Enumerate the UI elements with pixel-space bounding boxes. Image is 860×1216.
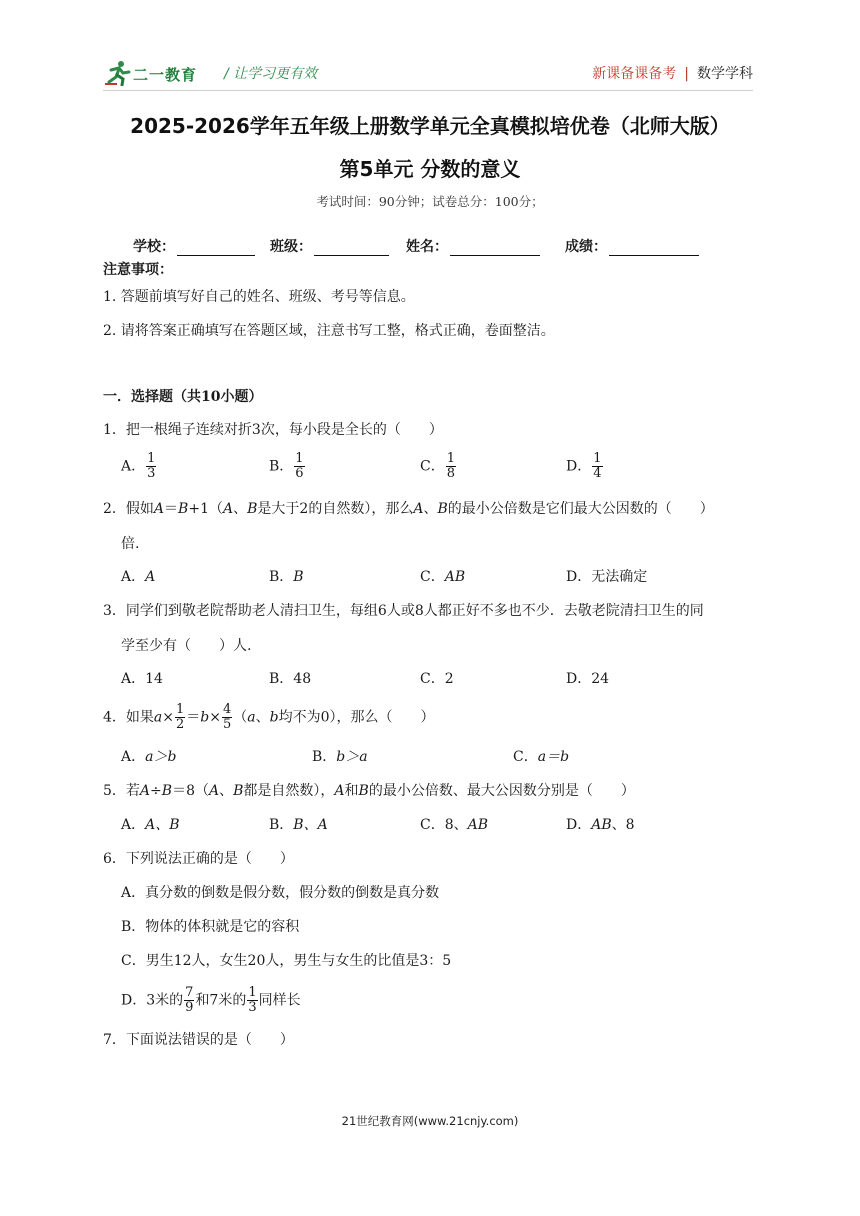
- option-text: 无法确定: [591, 569, 648, 585]
- question-2-stem: [103, 499, 714, 519]
- q2-option-c[interactable]: [420, 567, 465, 587]
- text-fragment: B: [247, 501, 258, 517]
- text-fragment: C．: [121, 953, 146, 969]
- brand-separator: |: [684, 66, 689, 82]
- page-footer: 21世纪教育网(www.21cnjy.com): [341, 1114, 519, 1128]
- text-fragment: 2: [176, 717, 185, 732]
- class-blank[interactable]: [314, 240, 389, 256]
- brand-left: 新课备课备考: [592, 66, 677, 82]
- text-fragment: +1（: [188, 501, 223, 517]
- text-fragment: 14: [145, 671, 163, 687]
- text-fragment: B、A: [293, 817, 328, 833]
- text-fragment: ＝: [186, 709, 201, 726]
- text-fragment: A: [222, 501, 234, 517]
- notice-item: 1. 答题前填写好自己的姓名、班级、考号等信息。: [103, 289, 415, 305]
- text-fragment: A．: [121, 817, 146, 833]
- text-fragment: 3米的: [146, 992, 184, 1009]
- text-fragment: 、: [219, 783, 234, 799]
- question-5-stem: [103, 781, 635, 801]
- question-3-stem-cont: 学至少有（ ）人.: [121, 638, 252, 654]
- text-fragment: 和7米的: [195, 992, 247, 1009]
- text-fragment: 8、: [444, 817, 468, 833]
- q5-option-b[interactable]: [269, 815, 328, 835]
- q1-option-c[interactable]: [420, 452, 457, 481]
- unit-title: 第5单元 分数的意义: [339, 157, 521, 181]
- page-header: [103, 58, 753, 88]
- text-fragment: ÷: [150, 783, 162, 799]
- text-fragment: 48: [293, 671, 312, 687]
- q3-option-d[interactable]: [566, 669, 609, 689]
- school-label: 学校：: [133, 239, 175, 255]
- runner-logo-icon: [103, 60, 133, 86]
- denominator: 3: [147, 466, 156, 481]
- text-fragment: 、: [255, 709, 270, 726]
- name-field[interactable]: [406, 236, 540, 256]
- text-fragment: a: [247, 709, 256, 726]
- fraction: [294, 452, 304, 481]
- text-fragment: 的最小公倍数是它们最大公因数的（ ）: [447, 501, 714, 517]
- text-fragment: 、: [423, 501, 438, 517]
- q4-option-b[interactable]: [312, 747, 368, 767]
- text-fragment: 2: [444, 671, 454, 687]
- text-fragment: D．: [121, 992, 147, 1009]
- text-fragment: D．: [566, 671, 592, 687]
- text-fragment: A: [139, 783, 151, 799]
- question-4-stem: [103, 703, 435, 732]
- text-fragment: A: [153, 501, 165, 517]
- text-fragment: 5．若: [103, 783, 140, 799]
- question-3-stem: 3．同学们到敬老院帮助老人清扫卫生，每组6人或8人都正好不多也不少．去敬老院清扫卫生的同: [103, 603, 704, 619]
- text-fragment: C．: [420, 817, 445, 833]
- text-fragment: 1: [176, 702, 185, 717]
- score-blank[interactable]: [609, 240, 699, 256]
- text-fragment: A: [209, 783, 220, 799]
- q3-option-a[interactable]: [121, 669, 163, 689]
- header-divider: [103, 90, 753, 91]
- fraction: [175, 703, 185, 732]
- denominator: 8: [446, 466, 455, 481]
- text-fragment: A: [334, 783, 345, 799]
- q6-option-b[interactable]: [121, 917, 299, 937]
- text-fragment: 7: [185, 985, 194, 1000]
- text-fragment: ×: [162, 709, 175, 726]
- option-label: A．: [121, 458, 146, 475]
- text-fragment: C．: [513, 749, 538, 765]
- text-fragment: B．: [121, 919, 146, 935]
- text-fragment: B．: [269, 817, 294, 833]
- option-text: A: [145, 569, 156, 585]
- name-blank[interactable]: [450, 240, 540, 256]
- option-text: B: [293, 569, 304, 585]
- option-label: D．: [566, 458, 592, 475]
- numerator: 1: [295, 451, 304, 466]
- text-fragment: b＞a: [336, 749, 368, 765]
- option-label: B．: [269, 458, 294, 475]
- option-label: C．: [420, 569, 445, 585]
- q5-option-a[interactable]: [121, 815, 180, 835]
- fraction: [446, 452, 456, 481]
- section-title: 一．选择题（共10小题）: [103, 389, 263, 405]
- fraction: [592, 452, 602, 481]
- text-fragment: A: [413, 501, 424, 517]
- text-fragment: 、8: [611, 817, 635, 833]
- text-fragment: 男生12人，女生20人，男生与女生的比值是3：5: [145, 953, 452, 969]
- text-fragment: AB: [467, 817, 489, 833]
- text-fragment: 物体的体积就是它的容积: [145, 919, 300, 935]
- question-7-stem: 7．下面说法错误的是（ ）: [103, 1032, 294, 1048]
- question-6-stem: 6．下列说法正确的是（ ）: [103, 851, 294, 867]
- q1-option-b[interactable]: [269, 452, 306, 481]
- q6-option-c[interactable]: [121, 951, 451, 971]
- text-fragment: B: [233, 783, 244, 799]
- text-fragment: a＞b: [145, 749, 177, 765]
- numerator: 1: [147, 451, 156, 466]
- q2-option-b[interactable]: [269, 567, 304, 587]
- text-fragment: AB: [591, 817, 612, 833]
- text-fragment: 和: [344, 783, 359, 799]
- text-fragment: 同样长: [258, 992, 301, 1009]
- text-fragment: B: [437, 501, 448, 517]
- text-fragment: A．: [121, 749, 146, 765]
- school-blank[interactable]: [177, 240, 255, 256]
- text-fragment: 9: [185, 1000, 194, 1015]
- text-fragment: 5: [223, 717, 232, 732]
- student-info-row: [133, 236, 733, 258]
- text-fragment: 的最小公倍数、最大公因数分别是（ ）: [368, 783, 635, 799]
- text-fragment: a: [153, 709, 163, 726]
- slogan: / 让学习更有效: [224, 66, 318, 82]
- class-label: 班级：: [270, 239, 312, 255]
- q1-option-a[interactable]: [121, 452, 157, 481]
- q4-option-a[interactable]: [121, 747, 176, 767]
- q2-option-a[interactable]: [121, 567, 155, 587]
- question-1-stem: 1．把一根绳子连续对折3次，每小段是全长的（ ）: [103, 422, 443, 438]
- option-text: AB: [444, 569, 466, 585]
- notice-item: 2. 请将答案正确填写在答题区域，注意书写工整，格式正确，卷面整洁。: [103, 323, 555, 339]
- text-fragment: 1: [248, 985, 257, 1000]
- exam-title: 2025-2026学年五年级上册数学单元全真模拟培优卷（北师大版）: [130, 114, 730, 138]
- q3-option-b[interactable]: [269, 669, 311, 689]
- text-fragment: 24: [591, 671, 610, 687]
- text-fragment: b: [269, 709, 279, 726]
- numerator: 1: [446, 451, 455, 466]
- logo: [103, 58, 211, 88]
- text-fragment: 4: [223, 702, 232, 717]
- text-fragment: ＝8（: [172, 783, 209, 799]
- notice-title: 注意事项：: [103, 262, 173, 278]
- text-fragment: b: [200, 709, 210, 726]
- text-fragment: 均不为0），那么（ ）: [278, 709, 435, 726]
- logo-text: 二一教育: [133, 66, 198, 84]
- text-fragment: B．: [312, 749, 337, 765]
- school-field[interactable]: [133, 236, 255, 256]
- q6-option-a[interactable]: [121, 883, 439, 903]
- text-fragment: C．: [420, 671, 445, 687]
- score-label: 成绩：: [565, 239, 607, 255]
- q6-option-d[interactable]: [121, 986, 301, 1015]
- text-fragment: B．: [269, 671, 294, 687]
- question-2-stem-cont: 倍.: [121, 536, 140, 552]
- text-fragment: ×: [209, 709, 221, 726]
- fraction: [184, 986, 194, 1015]
- q4-option-c[interactable]: [513, 747, 569, 767]
- fraction: [222, 703, 232, 732]
- fraction: [146, 452, 156, 481]
- q2-option-d[interactable]: [566, 567, 647, 587]
- q3-option-c[interactable]: [420, 669, 454, 689]
- text-fragment: B: [161, 783, 173, 799]
- text-fragment: a＝b: [537, 749, 570, 765]
- text-fragment: B: [358, 783, 369, 799]
- text-fragment: 3: [248, 1000, 257, 1015]
- text-fragment: 真分数的倒数是假分数，假分数的倒数是真分数: [145, 885, 440, 901]
- numerator: 1: [593, 451, 602, 466]
- text-fragment: 是大于2的自然数），那么: [257, 501, 414, 517]
- denominator: 6: [295, 466, 304, 481]
- name-label: 姓名：: [406, 239, 448, 255]
- exam-info: 考试时间：90分钟；试卷总分：100分；: [316, 194, 544, 209]
- text-fragment: B: [178, 501, 189, 517]
- text-fragment: A．: [121, 671, 146, 687]
- q1-option-d[interactable]: [566, 452, 604, 481]
- denominator: 4: [593, 466, 602, 481]
- text-fragment: 2．假如: [103, 501, 154, 517]
- header-brand: [592, 63, 753, 83]
- score-field[interactable]: [565, 236, 699, 256]
- text-fragment: 、: [233, 501, 248, 517]
- text-fragment: ＝: [164, 501, 179, 517]
- option-label: A．: [121, 569, 146, 585]
- text-fragment: A、B: [145, 817, 180, 833]
- brand-right: 数学学科: [697, 66, 753, 82]
- text-fragment: 4．如果: [103, 709, 154, 726]
- text-fragment: D．: [566, 817, 592, 833]
- q5-option-c[interactable]: [420, 815, 488, 835]
- class-field[interactable]: [270, 236, 389, 256]
- option-label: D．: [566, 569, 592, 585]
- option-label: B．: [269, 569, 294, 585]
- option-label: C．: [420, 458, 445, 475]
- fraction: [247, 986, 257, 1015]
- text-fragment: 都是自然数），: [243, 783, 335, 799]
- q5-option-d[interactable]: [566, 815, 635, 835]
- text-fragment: A．: [121, 885, 146, 901]
- text-fragment: （: [233, 709, 248, 726]
